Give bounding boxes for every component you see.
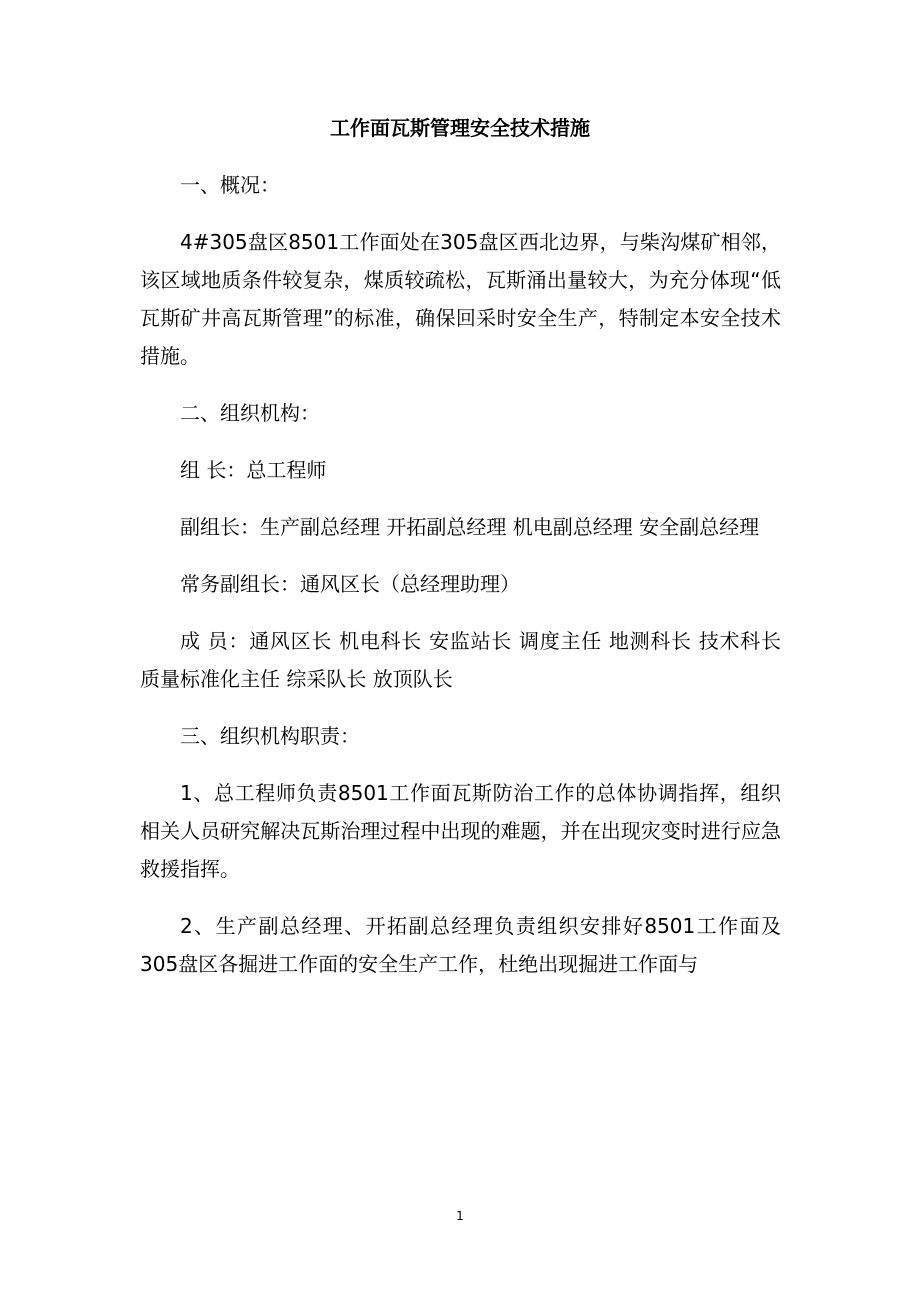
section-heading-duties: 三、组织机构职责： [180,724,360,748]
duty-item-1: 1、总工程师负责8501工作面瓦斯防治工作的总体协调指挥，组织相关人员研究解决瓦斯治理过程中出现的难题，并在出现灾变时进行应急救援指挥。 [140,781,781,881]
document-body [140,166,781,1002]
overview-paragraph: 4#305盘区8501工作面处在305盘区西北边界，与柴沟煤矿相邻，该区域地质条件较复杂，煤质较疏松，瓦斯涌出量较大，为充分体现“低瓦斯矿井高瓦斯管理”的标准，确保回采时安全生产，特制定本安全技术措施。 [140,230,781,368]
members-paragraph: 成 员：通风区长 机电科长 安监站长 调度主任 地测科长 技术科长 质量标准化主任 综采队长 放顶队长 [140,629,781,691]
team-leader-line: 组 长：总工程师 [180,458,327,482]
duty-item-2: 2、生产副总经理、开拓副总经理负责组织安排好8501工作面及305盘区各掘进工作面的安全生产工作，杜绝出现掘进工作面与 [140,914,781,976]
document-title: 工作面瓦斯管理安全技术措施 [330,116,590,140]
executive-deputy-line: 常务副组长：通风区长（总经理助理） [180,572,520,596]
section-heading-overview: 一、概况： [180,173,280,197]
deputy-leaders-paragraph: 副组长：生产副总经理 开拓副总经理 机电副总经理 安全副总经理 [180,515,760,539]
section-heading-organization: 二、组织机构： [180,401,320,425]
page-number: 1 [456,1209,464,1223]
